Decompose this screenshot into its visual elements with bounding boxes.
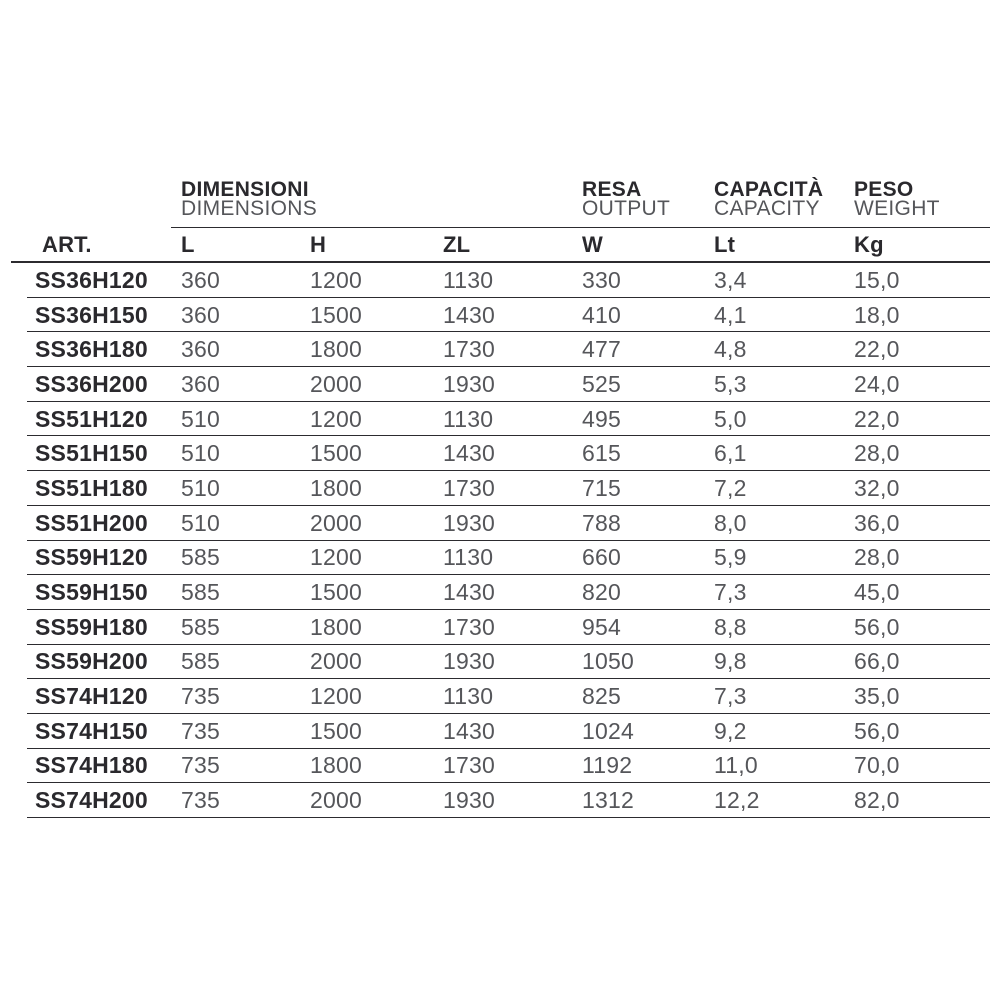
table-row [11, 749, 990, 784]
cell-value-zl: 1730 [443, 752, 495, 779]
table-row [11, 367, 990, 402]
cell-value-zl: 1930 [443, 787, 495, 814]
row-art-code: SS51H200 [35, 509, 148, 536]
cell-value-l: 735 [181, 752, 220, 779]
cell-value-l: 360 [181, 336, 220, 363]
cell-value-h: 1200 [310, 405, 362, 432]
cell-value-lt: 5,0 [714, 405, 747, 432]
cell-value-kg: 28,0 [854, 440, 900, 467]
row-art-code: SS36H200 [35, 370, 148, 397]
spec-table [11, 180, 990, 818]
cell-value-kg: 28,0 [854, 544, 900, 571]
group-sublabel-capacity: CAPACITY [714, 197, 820, 220]
cell-value-w: 1024 [582, 717, 634, 744]
table-row [11, 436, 990, 471]
table-row [11, 714, 990, 749]
cell-value-zl: 1430 [443, 440, 495, 467]
cell-value-kg: 36,0 [854, 509, 900, 536]
cell-value-w: 1192 [582, 752, 633, 779]
cell-value-h: 1500 [310, 440, 362, 467]
cell-value-l: 510 [181, 405, 220, 432]
row-art-code: SS59H200 [35, 648, 148, 675]
cell-value-lt: 8,0 [714, 509, 747, 536]
cell-value-zl: 1130 [443, 683, 494, 710]
table-row [11, 645, 990, 680]
group-header-underline [171, 227, 990, 229]
cell-value-zl: 1930 [443, 648, 495, 675]
table-row [11, 506, 990, 541]
column-header-zl: ZL [443, 231, 471, 257]
row-art-code: SS36H180 [35, 336, 148, 363]
cell-value-zl: 1130 [443, 266, 494, 293]
cell-value-lt: 5,9 [714, 544, 747, 571]
cell-value-kg: 56,0 [854, 613, 900, 640]
column-header-lt: Lt [714, 231, 736, 257]
cell-value-w: 615 [582, 440, 621, 467]
cell-value-w: 495 [582, 405, 621, 432]
cell-value-kg: 56,0 [854, 717, 900, 744]
cell-value-kg: 35,0 [854, 683, 900, 710]
cell-value-l: 585 [181, 544, 220, 571]
cell-value-lt: 5,3 [714, 370, 747, 397]
column-group-weight [854, 180, 990, 219]
cell-value-w: 825 [582, 683, 621, 710]
cell-value-h: 2000 [310, 509, 362, 536]
cell-value-l: 585 [181, 648, 220, 675]
cell-value-zl: 1730 [443, 613, 495, 640]
row-art-code: SS74H200 [35, 787, 148, 814]
cell-value-kg: 66,0 [854, 648, 900, 675]
cell-value-h: 1500 [310, 579, 362, 606]
table-row [11, 332, 990, 367]
cell-value-zl: 1730 [443, 336, 495, 363]
cell-value-zl: 1930 [443, 509, 495, 536]
table-row [11, 402, 990, 437]
column-header-row [11, 228, 990, 263]
row-art-code: SS74H180 [35, 752, 148, 779]
row-art-code: SS74H150 [35, 717, 148, 744]
row-art-code: SS36H120 [35, 266, 148, 293]
row-art-code: SS36H150 [35, 301, 148, 328]
row-art-code: SS74H120 [35, 683, 148, 710]
cell-value-h: 1500 [310, 301, 362, 328]
column-group-output [582, 180, 714, 219]
cell-value-w: 820 [582, 579, 621, 606]
cell-value-lt: 6,1 [714, 440, 747, 467]
cell-value-lt: 12,2 [714, 787, 760, 814]
group-label-peso: PESO [854, 178, 914, 201]
table-row [11, 263, 990, 298]
cell-value-kg: 45,0 [854, 579, 900, 606]
cell-value-zl: 1730 [443, 474, 495, 501]
column-header-h: H [310, 231, 327, 257]
cell-value-h: 1500 [310, 717, 362, 744]
cell-value-w: 954 [582, 613, 621, 640]
row-art-code: SS59H120 [35, 544, 148, 571]
cell-value-zl: 1430 [443, 579, 495, 606]
table-body [11, 263, 990, 818]
group-label-dimensioni: DIMENSIONI [181, 178, 309, 201]
group-label-resa: RESA [582, 178, 642, 201]
cell-value-w: 477 [582, 336, 621, 363]
cell-value-h: 2000 [310, 648, 362, 675]
row-art-code: SS59H150 [35, 579, 148, 606]
cell-value-zl: 1430 [443, 301, 495, 328]
table-row [11, 471, 990, 506]
cell-value-l: 735 [181, 787, 220, 814]
cell-value-l: 510 [181, 474, 220, 501]
column-group-dimensions [181, 180, 582, 219]
cell-value-zl: 1430 [443, 717, 495, 744]
cell-value-lt: 7,2 [714, 474, 747, 501]
cell-value-h: 1200 [310, 266, 362, 293]
cell-value-zl: 1930 [443, 370, 495, 397]
cell-value-h: 1800 [310, 752, 362, 779]
cell-value-lt: 8,8 [714, 613, 747, 640]
cell-value-w: 715 [582, 474, 621, 501]
cell-value-kg: 22,0 [854, 336, 900, 363]
cell-value-w: 788 [582, 509, 621, 536]
cell-value-w: 330 [582, 266, 621, 293]
table-row [11, 610, 990, 645]
cell-value-lt: 11,0 [714, 752, 758, 779]
column-header-kg: Kg [854, 231, 884, 257]
cell-value-l: 735 [181, 717, 220, 744]
column-header-l: L [181, 231, 195, 257]
cell-value-h: 1200 [310, 544, 362, 571]
column-group-row [11, 180, 990, 228]
table-row [11, 783, 990, 818]
cell-value-kg: 18,0 [854, 301, 900, 328]
group-label-capacita: CAPACITÀ [714, 178, 824, 201]
row-art-code: SS51H120 [35, 405, 148, 432]
cell-value-w: 660 [582, 544, 621, 571]
cell-value-l: 510 [181, 440, 220, 467]
cell-value-w: 1312 [582, 787, 634, 814]
cell-value-kg: 32,0 [854, 474, 900, 501]
cell-value-l: 360 [181, 370, 220, 397]
cell-value-lt: 9,8 [714, 648, 747, 675]
cell-value-kg: 24,0 [854, 370, 900, 397]
cell-value-l: 360 [181, 266, 220, 293]
cell-value-zl: 1130 [443, 405, 494, 432]
table-row [11, 541, 990, 576]
cell-value-h: 1800 [310, 474, 362, 501]
cell-value-kg: 82,0 [854, 787, 900, 814]
cell-value-h: 1800 [310, 613, 362, 640]
cell-value-lt: 3,4 [714, 266, 747, 293]
cell-value-lt: 7,3 [714, 683, 747, 710]
cell-value-w: 410 [582, 301, 621, 328]
cell-value-h: 1200 [310, 683, 362, 710]
cell-value-l: 735 [181, 683, 220, 710]
cell-value-kg: 22,0 [854, 405, 900, 432]
group-sublabel-dimensions: DIMENSIONS [181, 197, 318, 220]
cell-value-kg: 70,0 [854, 752, 900, 779]
row-art-code: SS51H150 [35, 440, 148, 467]
table-row [11, 298, 990, 333]
cell-value-h: 2000 [310, 787, 362, 814]
table-row [11, 575, 990, 610]
column-header-w: W [582, 231, 603, 257]
cell-value-l: 510 [181, 509, 220, 536]
cell-value-lt: 4,8 [714, 336, 747, 363]
row-art-code: SS59H180 [35, 613, 148, 640]
column-group-capacity [714, 180, 854, 219]
table-row [11, 679, 990, 714]
cell-value-zl: 1130 [443, 544, 494, 571]
cell-value-lt: 7,3 [714, 579, 747, 606]
cell-value-w: 525 [582, 370, 621, 397]
group-sublabel-weight: WEIGHT [854, 197, 940, 220]
cell-value-l: 585 [181, 579, 220, 606]
cell-value-lt: 9,2 [714, 717, 747, 744]
cell-value-h: 2000 [310, 370, 362, 397]
cell-value-w: 1050 [582, 648, 634, 675]
cell-value-h: 1800 [310, 336, 362, 363]
column-header-art: ART. [42, 231, 92, 257]
cell-value-kg: 15,0 [854, 266, 900, 293]
cell-value-lt: 4,1 [714, 301, 747, 328]
cell-value-l: 360 [181, 301, 220, 328]
row-art-code: SS51H180 [35, 474, 148, 501]
group-sublabel-output: OUTPUT [582, 197, 671, 220]
cell-value-l: 585 [181, 613, 220, 640]
